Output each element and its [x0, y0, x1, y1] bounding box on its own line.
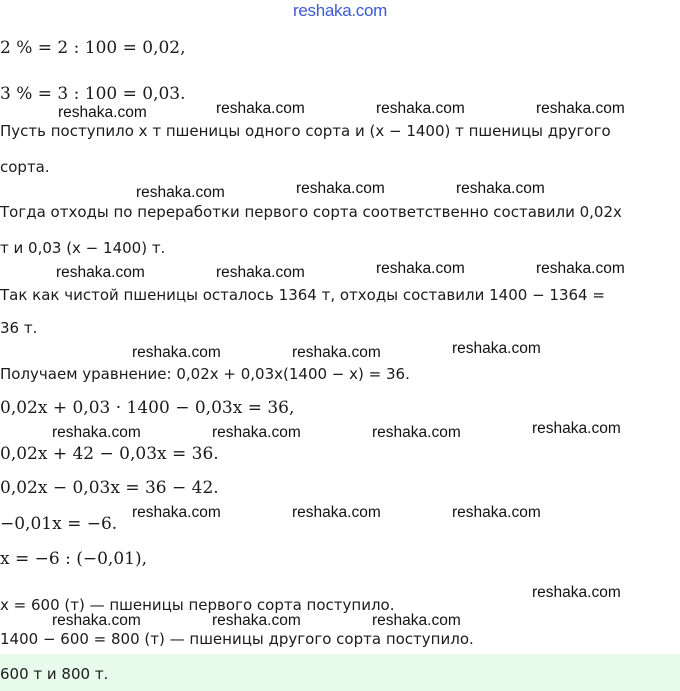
solution-line: сорта.: [0, 158, 50, 176]
watermark: reshaka.com: [56, 264, 145, 281]
answer-box: [0, 654, 680, 691]
watermark: reshaka.com: [376, 260, 465, 277]
watermark: reshaka.com: [132, 344, 221, 361]
solution-line: x = 600 (т) — пшеницы первого сорта поступило.: [0, 596, 395, 614]
solution-line: 0,02x + 42 − 0,03x = 36.: [0, 444, 219, 464]
watermark: reshaka.com: [216, 264, 305, 281]
watermark: reshaka.com: [216, 100, 305, 117]
solution-line: Получаем уравнение: 0,02x + 0,03x(1400 − x) = 36.: [0, 365, 410, 383]
solution-line: 36 т.: [0, 319, 38, 337]
solution-line: 0,02x + 0,03 · 1400 − 0,03x = 36,: [0, 398, 295, 418]
watermark: reshaka.com: [292, 344, 381, 361]
watermark: reshaka.com: [52, 612, 141, 629]
site-title[interactable]: reshaka.com: [292, 1, 388, 20]
watermark: reshaka.com: [536, 260, 625, 277]
watermark: reshaka.com: [52, 424, 141, 441]
watermark: reshaka.com: [532, 420, 621, 437]
watermark: reshaka.com: [132, 504, 221, 521]
solution-line: Так как чистой пшеницы осталось 1364 т, отходы составили 1400 − 1364 =: [0, 286, 605, 304]
solution-line: Пусть поступило x т пшеницы одного сорта и (x − 1400) т пшеницы другого: [0, 122, 611, 140]
answer-text: 600 т и 800 т.: [0, 665, 109, 683]
solution-line: 3 % = 3 : 100 = 0,03.: [0, 84, 186, 104]
solution-line: Тогда отходы по переработки первого сорта соответственно составили 0,02x: [0, 203, 622, 221]
solution-line: т и 0,03 (x − 1400) т.: [0, 239, 166, 257]
solution-line: 2 % = 2 : 100 = 0,02,: [0, 38, 186, 58]
solution-line: 1400 − 600 = 800 (т) — пшеницы другого сорта поступило.: [0, 630, 474, 648]
solution-line: −0,01x = −6.: [0, 514, 118, 534]
watermark: reshaka.com: [452, 340, 541, 357]
watermark: reshaka.com: [212, 424, 301, 441]
solution-line: 0,02x − 0,03x = 36 − 42.: [0, 478, 219, 498]
watermark: reshaka.com: [456, 180, 545, 197]
watermark: reshaka.com: [452, 504, 541, 521]
watermark: reshaka.com: [136, 184, 225, 201]
solution-line: x = −6 : (−0,01),: [0, 549, 147, 569]
watermark: reshaka.com: [296, 180, 385, 197]
watermark: reshaka.com: [58, 104, 147, 121]
watermark: reshaka.com: [376, 100, 465, 117]
watermark: reshaka.com: [532, 584, 621, 601]
watermark: reshaka.com: [536, 100, 625, 117]
watermark: reshaka.com: [292, 504, 381, 521]
watermark: reshaka.com: [212, 612, 301, 629]
watermark: reshaka.com: [372, 424, 461, 441]
watermark: reshaka.com: [372, 612, 461, 629]
